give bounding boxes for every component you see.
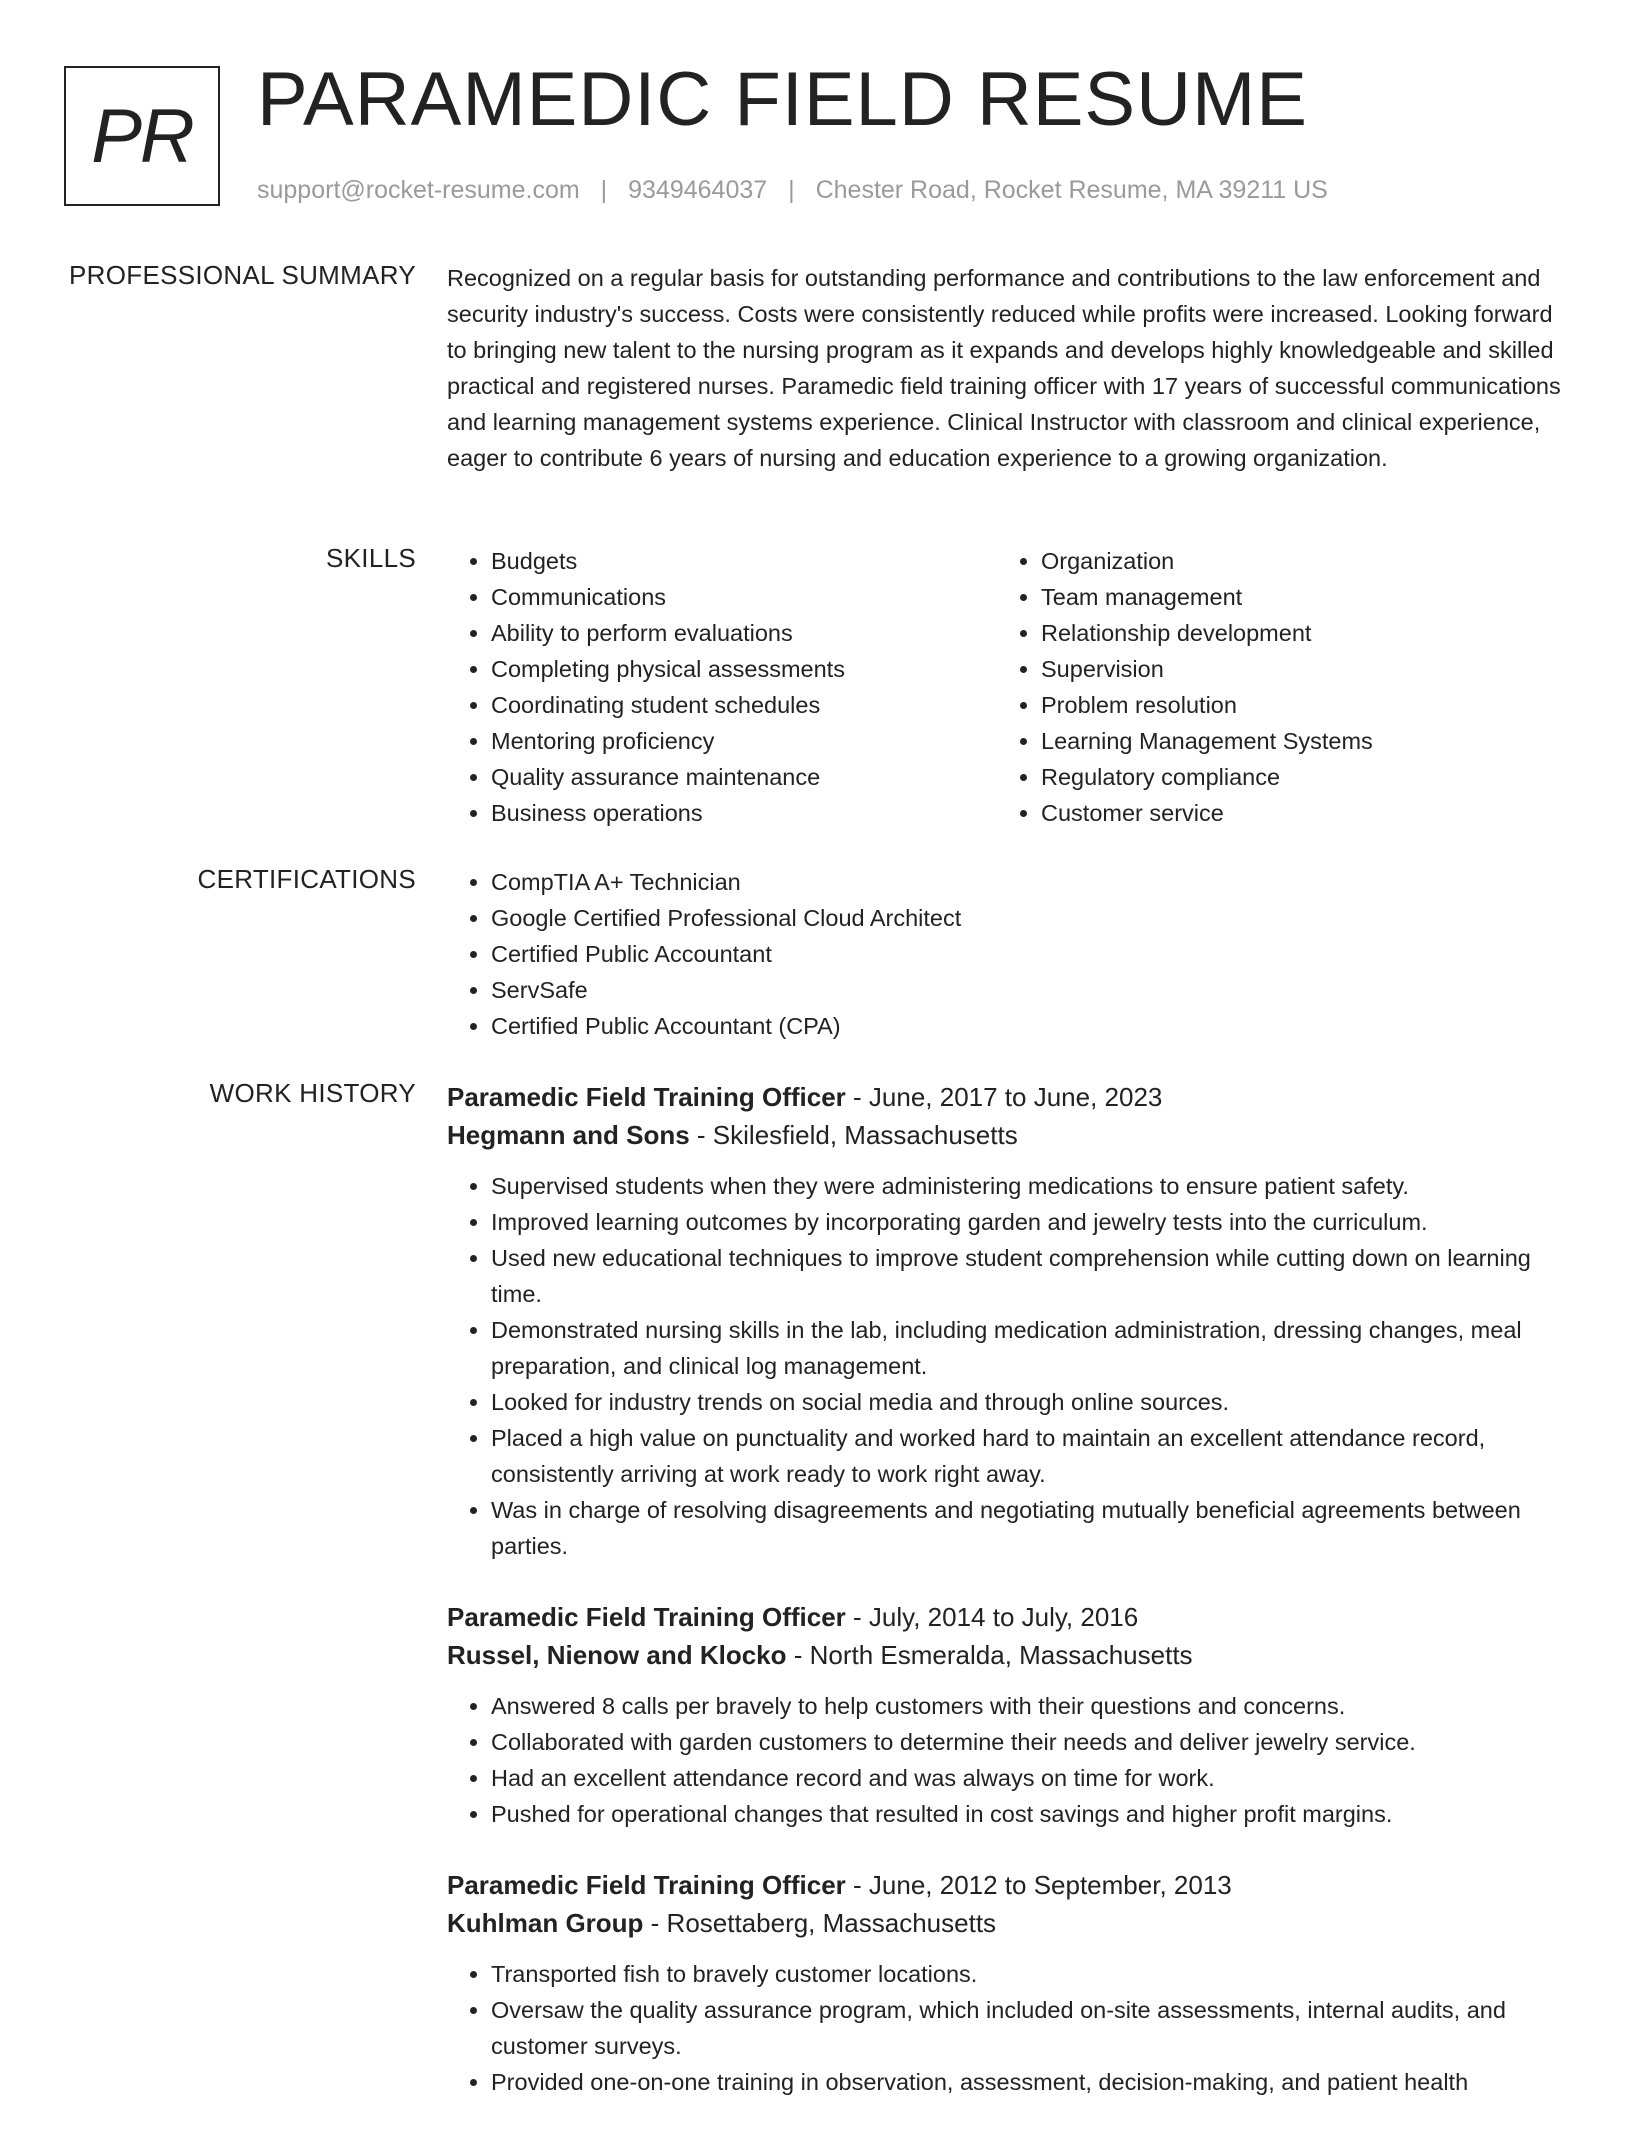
job-title: Paramedic Field Training Officer <box>447 1082 846 1112</box>
skill-item: • Organization <box>1041 543 1547 579</box>
section-label-skills: SKILLS <box>326 543 416 573</box>
work-history-body <box>447 1078 1567 2134</box>
job-title: Paramedic Field Training Officer <box>447 1870 846 1900</box>
job-bullet: • Had an excellent attendance record and was always on time for work. <box>491 1760 1567 1796</box>
job-dates: - June, 2017 to June, 2023 <box>845 1082 1163 1112</box>
job-dates: - June, 2012 to September, 2013 <box>845 1870 1232 1900</box>
job-bullets <box>447 1688 1567 1832</box>
skill-item: • Coordinating student schedules <box>491 687 997 723</box>
contact-phone: 9349464037 <box>628 176 768 204</box>
job-bullets <box>447 1956 1567 2100</box>
skill-item: • Relationship development <box>1041 615 1547 651</box>
job-company: Hegmann and Sons <box>447 1120 690 1150</box>
certifications-body <box>447 864 1567 1044</box>
job-header <box>447 1866 1567 1942</box>
job-bullet: • Pushed for operational changes that resulted in cost savings and higher profit margins. <box>491 1796 1567 1832</box>
job-entry <box>447 1598 1567 1832</box>
section-label-summary: PROFESSIONAL SUMMARY <box>69 260 416 290</box>
skill-item: • Mentoring proficiency <box>491 723 997 759</box>
job-header <box>447 1598 1567 1674</box>
job-bullets <box>447 1168 1567 1564</box>
job-bullet: • Answered 8 calls per bravely to help customers with their questions and concerns. <box>491 1688 1567 1724</box>
job-company: Kuhlman Group <box>447 1908 644 1938</box>
skill-item: • Team management <box>1041 579 1547 615</box>
contact-email: support@rocket-resume.com <box>257 176 580 204</box>
contact-separator: | <box>788 176 795 204</box>
skill-item: • Supervision <box>1041 651 1547 687</box>
job-bullet: • Looked for industry trends on social media and through online sources. <box>491 1384 1567 1420</box>
skill-item: • Problem resolution <box>1041 687 1547 723</box>
skills-column-right <box>997 543 1547 831</box>
job-entry <box>447 1078 1567 1564</box>
job-header <box>447 1078 1567 1154</box>
certification-item: • CompTIA A+ Technician <box>491 864 1567 900</box>
section-label-certifications: CERTIFICATIONS <box>197 864 416 894</box>
job-entry <box>447 1866 1567 2100</box>
skill-item: • Regulatory compliance <box>1041 759 1547 795</box>
summary-body <box>447 260 1567 476</box>
job-bullet: • Provided one-on-one training in observation, assessment, decision-making, and patient health <box>491 2064 1567 2100</box>
summary-text: Recognized on a regular basis for outstanding performance and contributions to the law enforcement and security industry's success. Costs were consistently reduced while profits were increased. Looking forward to bringing new talent to the nursing program as it expands and develops highly knowledgeable and skilled practical and registered nurses. Paramedic field training officer with 17 years of successful communications and learning management systems experience. Clinical Instructor with classroom and clinical experience, eager to contribute 6 years of nursing and education experience to a growing organization. <box>447 265 1561 471</box>
job-location: - Rosettaberg, Massachusetts <box>643 1908 997 1938</box>
job-bullet: • Used new educational techniques to improve student comprehension while cutting down on learning time. <box>491 1240 1567 1312</box>
skills-column-left <box>447 543 997 831</box>
job-bullet: • Supervised students when they were administering medications to ensure patient safety. <box>491 1168 1567 1204</box>
section-label-work-history: WORK HISTORY <box>209 1078 416 1108</box>
skill-item: • Customer service <box>1041 795 1547 831</box>
skill-item: • Quality assurance maintenance <box>491 759 997 795</box>
resume-title: PARAMEDIC FIELD RESUME <box>257 57 1308 142</box>
contact-separator: | <box>600 176 608 204</box>
job-company: Russel, Nienow and Klocko <box>447 1640 787 1670</box>
job-dates: - July, 2014 to July, 2016 <box>845 1602 1139 1632</box>
skill-item: • Budgets <box>491 543 997 579</box>
contact-line <box>257 176 1328 205</box>
certification-item: • Google Certified Professional Cloud Architect <box>491 900 1567 936</box>
monogram-box <box>64 66 220 206</box>
skill-item: • Learning Management Systems <box>1041 723 1547 759</box>
job-location: - North Esmeralda, Massachusetts <box>786 1640 1193 1670</box>
job-bullet: • Demonstrated nursing skills in the lab, including medication administration, dressing changes, meal preparation, and clinical log management. <box>491 1312 1567 1384</box>
skill-item: • Business operations <box>491 795 997 831</box>
skill-item: • Completing physical assessments <box>491 651 997 687</box>
skills-body <box>447 543 1567 831</box>
certification-item: • ServSafe <box>491 972 1567 1008</box>
skill-item: • Communications <box>491 579 997 615</box>
job-bullet: • Placed a high value on punctuality and worked hard to maintain an excellent attendance record, consistently arriving at work ready to work right away. <box>491 1420 1567 1492</box>
job-bullet: • Transported fish to bravely customer locations. <box>491 1956 1567 1992</box>
job-bullet: • Collaborated with garden customers to determine their needs and deliver jewelry service. <box>491 1724 1567 1760</box>
skill-item: • Ability to perform evaluations <box>491 615 997 651</box>
certification-item: • Certified Public Accountant <box>491 936 1567 972</box>
job-bullet: • Oversaw the quality assurance program, which included on-site assessments, internal audits, and customer surveys. <box>491 1992 1567 2064</box>
certification-item: • Certified Public Accountant (CPA) <box>491 1008 1567 1044</box>
job-bullet: • Improved learning outcomes by incorporating garden and jewelry tests into the curriculum. <box>491 1204 1567 1240</box>
job-bullet: • Was in charge of resolving disagreements and negotiating mutually beneficial agreements between parties. <box>491 1492 1567 1564</box>
job-location: - Skilesfield, Massachusetts <box>689 1120 1018 1150</box>
monogram-initials: PR <box>91 93 193 179</box>
contact-address: Chester Road, Rocket Resume, MA 39211 US <box>815 176 1328 204</box>
job-title: Paramedic Field Training Officer <box>447 1602 846 1632</box>
